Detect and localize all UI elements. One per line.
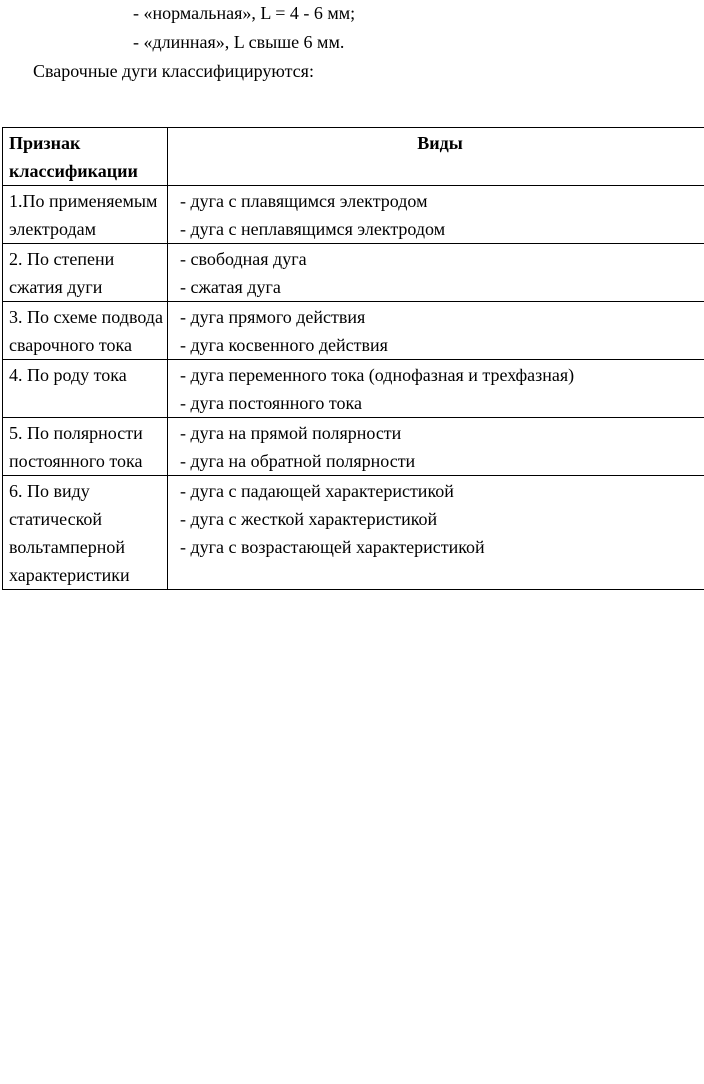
criterion-cell: 4. По роду тока bbox=[3, 360, 168, 418]
table-row bbox=[3, 476, 704, 590]
criterion-cell: 2. По степени сжатия дуги bbox=[3, 244, 168, 302]
type-item: - дуга с падающей характеристикой bbox=[180, 481, 454, 501]
criterion-cell: 5. По полярности постоянного тока bbox=[3, 418, 168, 476]
criterion-cell: 6. По виду статической вольтамперной характеристики bbox=[3, 476, 168, 590]
table-header-row bbox=[3, 128, 704, 186]
types-cell bbox=[168, 244, 704, 302]
table-row bbox=[3, 418, 704, 476]
type-item: - дуга с жесткой характеристикой bbox=[180, 509, 438, 529]
type-item: - дуга прямого действия bbox=[180, 307, 366, 327]
type-item: - дуга с неплавящимся электродом bbox=[180, 219, 446, 239]
table-row bbox=[3, 186, 704, 244]
types-cell bbox=[168, 186, 704, 244]
classification-intro-text: Сварочные дуги классифицируются: bbox=[33, 61, 314, 81]
table-row bbox=[3, 360, 704, 418]
type-item: - дуга постоянного тока bbox=[180, 393, 362, 413]
type-item: - дуга на обратной полярности bbox=[180, 451, 416, 471]
type-item: - сжатая дуга bbox=[180, 277, 281, 297]
types-cell bbox=[168, 418, 704, 476]
types-cell bbox=[168, 302, 704, 360]
type-item: - свободная дуга bbox=[180, 249, 307, 269]
header-criterion: Признак классификации bbox=[3, 128, 168, 186]
arc-classification-table bbox=[2, 127, 704, 590]
criterion-cell: 3. По схеме подвода сварочного тока bbox=[3, 302, 168, 360]
arc-length-long-text: - «длинная», L свыше 6 мм. bbox=[133, 32, 345, 52]
arc-length-normal-text: - «нормальная», L = 4 - 6 мм; bbox=[133, 3, 356, 23]
header-types: Виды bbox=[168, 128, 704, 186]
types-cell bbox=[168, 476, 704, 590]
table-row bbox=[3, 244, 704, 302]
types-cell bbox=[168, 360, 704, 418]
type-item: - дуга с возрастающей характеристикой bbox=[180, 537, 485, 557]
type-item: - дуга на прямой полярности bbox=[180, 423, 402, 443]
type-item: - дуга переменного тока (однофазная и трехфазная) bbox=[180, 365, 575, 385]
table-row bbox=[3, 302, 704, 360]
criterion-cell: 1.По применяемым электродам bbox=[3, 186, 168, 244]
type-item: - дуга с плавящимся электродом bbox=[180, 191, 428, 211]
type-item: - дуга косвенного действия bbox=[180, 335, 388, 355]
